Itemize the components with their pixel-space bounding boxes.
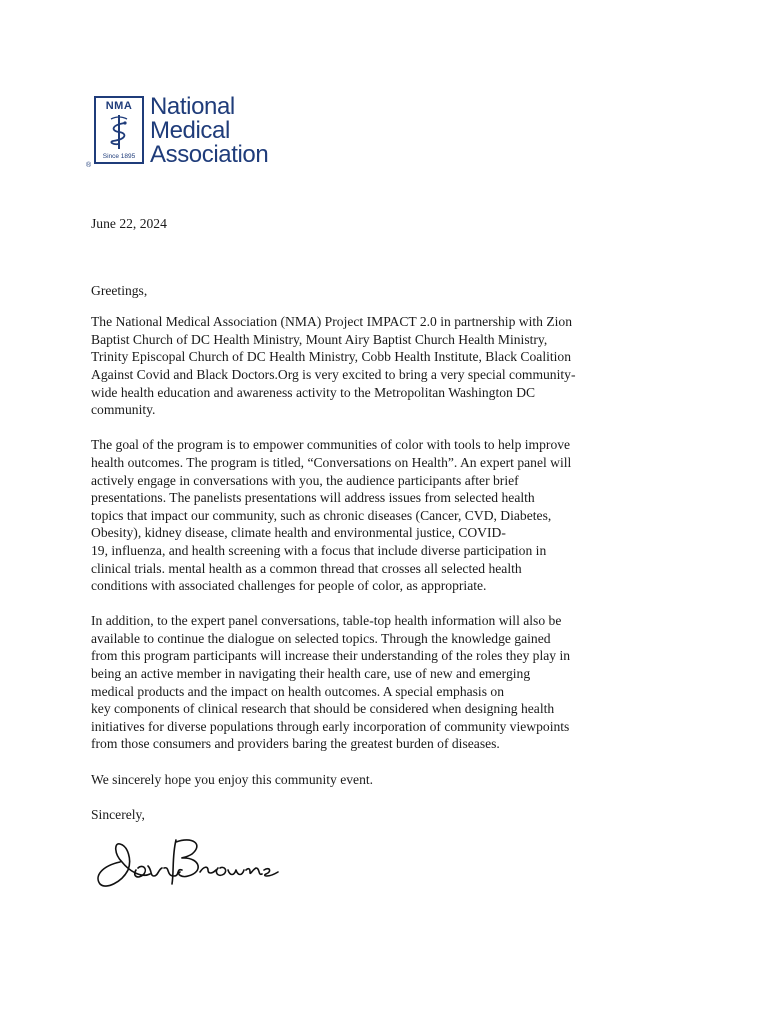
text-line: key components of clinical research that should be considered when designing health — [91, 701, 555, 717]
text-line: Trinity Episcopal Church of DC Health Ministry, Cobb Health Institute, Black Coalition — [91, 349, 572, 365]
text-line: health outcomes. The program is titled, “Conversations on Health”. An expert panel will — [91, 454, 572, 470]
letter-body — [91, 215, 691, 835]
paragraph-program-goal — [91, 436, 691, 594]
caduceus-icon — [105, 113, 133, 151]
text-line: The goal of the program is to empower communities of color with tools to help improve — [91, 437, 571, 453]
text-line: We sincerely hope you enjoy this community event. — [91, 771, 374, 787]
letter-date: June 22, 2024 — [91, 216, 167, 231]
nma-logo — [88, 92, 288, 178]
text-line: being an active member in navigating their health care, use of new and emerging — [91, 666, 531, 682]
logo-emblem — [94, 96, 144, 164]
text-line: from those consumers and providers baring the greatest burden of diseases. — [91, 736, 500, 752]
organization-name — [150, 95, 268, 167]
text-line: medical products and the impact on health outcomes. A special emphasis on — [91, 683, 504, 699]
text-line: actively engage in conversations with you, the audience participants after brief — [91, 472, 519, 488]
text-line: available to continue the dialogue on selected topics. Through the knowledge gained — [91, 630, 551, 646]
text-line: Against Covid and Black Doctors.Org is very excited to bring a very special community- — [91, 366, 576, 382]
text-line: from this program participants will increase their understanding of the roles they play in — [91, 648, 571, 664]
logo-since: Since 1895 — [102, 153, 136, 160]
text-line: conditions with associated challenges for people of color, as appropriate. — [91, 578, 487, 594]
org-name-line: National — [150, 93, 235, 120]
text-line: In addition, to the expert panel conversations, table-top health information will also be — [91, 613, 562, 629]
paragraph-wish — [91, 771, 691, 789]
text-line: Baptist Church of DC Health Ministry, Mount Airy Baptist Church Health Ministry, — [91, 331, 548, 347]
text-line: Obesity), kidney disease, climate health and environmental justice, COVID- — [91, 525, 506, 541]
text-line: clinical trials. mental health as a common thread that crosses all selected health — [91, 560, 522, 576]
letter-closing: Sincerely, — [91, 806, 145, 822]
text-line: wide health education and awareness activity to the Metropolitan Washington DC — [91, 384, 536, 400]
letter-greeting: Greetings, — [91, 282, 148, 298]
text-line: presentations. The panelists presentations will address issues from selected health — [91, 490, 535, 506]
org-name-line: Association — [150, 141, 269, 168]
signature-image — [92, 832, 282, 894]
text-line: community. — [91, 402, 156, 418]
org-name-line: Medical — [150, 117, 230, 144]
text-line: initiatives for diverse populations through early incorporation of community viewpoints — [91, 718, 570, 734]
paragraph-partnership — [91, 313, 691, 419]
logo-abbreviation: NMA — [105, 100, 133, 112]
registered-mark: ® — [86, 162, 92, 169]
text-line: 19, influenza, and health screening with a focus that include diverse participation in — [91, 542, 547, 558]
text-line: topics that impact our community, such as chronic diseases (Cancer, CVD, Diabetes, — [91, 507, 552, 523]
text-line: The National Medical Association (NMA) Project IMPACT 2.0 in partnership with Zion — [91, 314, 573, 330]
paragraph-additional-info — [91, 612, 691, 753]
